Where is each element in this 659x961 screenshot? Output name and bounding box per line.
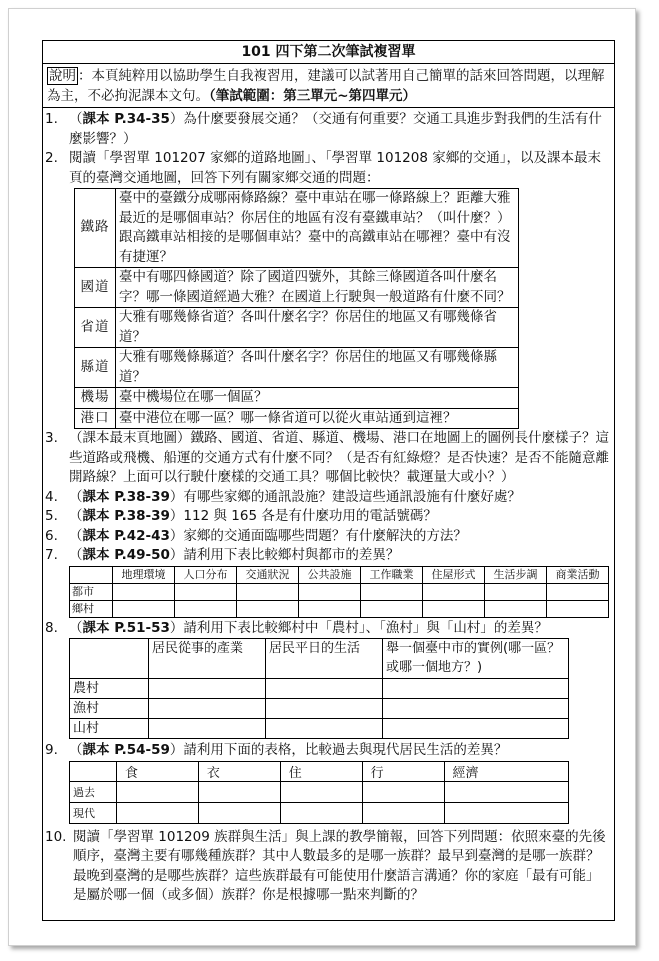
answer-cell[interactable] (198, 781, 280, 802)
answer-cell[interactable] (444, 781, 569, 802)
answer-cell[interactable] (266, 699, 383, 719)
row-label: 港口 (75, 408, 116, 429)
paren: （ (69, 547, 83, 563)
answer-cell[interactable] (423, 583, 485, 600)
answer-cell[interactable] (299, 600, 361, 617)
row-question: 臺中機場位在哪一個區？ (116, 388, 519, 409)
row-question: 大雅有哪幾條縣道？各叫什麼名字？你居住的地區又有哪幾條縣道？ (116, 348, 519, 388)
table-header-row (70, 761, 569, 781)
answer-cell[interactable] (362, 781, 444, 802)
answer-cell[interactable] (175, 583, 237, 600)
textbook-ref: 課本 P.51-53 (82, 619, 170, 636)
question-1 (43, 110, 614, 149)
row-label: 現代 (70, 802, 117, 823)
answer-cell[interactable] (117, 802, 199, 823)
answer-cell[interactable] (266, 679, 383, 699)
textbook-ref: 課本 P.42-43 (82, 527, 170, 544)
answer-cell[interactable] (547, 600, 609, 617)
question-text: 閱讀「學習單 101207 家鄉的道路地圖」、「學習單 101208 家鄉的交通」，以及課本最末頁的臺灣交通地圖，回答下列有關家鄉交通的問題： (69, 150, 601, 186)
table-row (75, 408, 519, 429)
question-number: 8. (45, 619, 58, 636)
question-7 (43, 546, 614, 566)
question-4 (43, 488, 614, 508)
question-number: 10. (45, 828, 67, 845)
answer-cell[interactable] (113, 600, 175, 617)
textbook-ref: 課本 P.34-35 (82, 111, 170, 127)
answer-cell[interactable] (444, 802, 569, 823)
row-label: 漁村 (70, 699, 149, 719)
answer-cell[interactable] (383, 719, 569, 739)
table-row (75, 348, 519, 388)
answer-cell[interactable] (423, 600, 485, 617)
paren: （ (69, 742, 83, 758)
answer-cell[interactable] (266, 719, 383, 739)
answer-cell[interactable] (149, 719, 266, 739)
table-row (70, 600, 609, 617)
header-cell: 公共設施 (299, 566, 361, 583)
header-cell: 衣 (198, 761, 280, 781)
page-title: 101 四下第二次筆試複習單 (43, 41, 614, 64)
village-table (69, 638, 569, 739)
question-text: 閱讀「學習單 101209 族群與生活」與上課的教學簡報，回答下列問題：依照來臺的先後順序，臺灣主要有哪幾種族群？其中人數最多的是哪一族群？最早到臺灣的是哪一族群？最晚到臺灣的是哪些族群？這些族群最有可能使用什麼語言溝通？你的家庭「最有可能」是屬於哪一個（或多個）族群？你是根據哪一點來判斷的？ (73, 828, 606, 903)
answer-cell[interactable] (299, 583, 361, 600)
question-9 (43, 741, 614, 761)
instructions (43, 64, 614, 108)
header-cell: 住屋形式 (423, 566, 485, 583)
header-cell: 工作職業 (361, 566, 423, 583)
table-row (70, 583, 609, 600)
header-cell: 交通狀況 (237, 566, 299, 583)
answer-cell[interactable] (362, 802, 444, 823)
question-3 (43, 429, 614, 488)
answer-cell[interactable] (237, 600, 299, 617)
table-row (75, 388, 519, 409)
answer-cell[interactable] (237, 583, 299, 600)
urban-rural-table (69, 566, 609, 618)
answer-cell[interactable] (361, 600, 423, 617)
table-header-row (70, 639, 569, 679)
header-cell: 食 (117, 761, 199, 781)
header-cell: 舉一個臺中市的實例(哪一區？或哪一個地方？) (383, 639, 569, 679)
textbook-ref: 課本 P.38-39 (82, 508, 170, 524)
question-2 (43, 149, 614, 188)
header-cell: 行 (362, 761, 444, 781)
question-number: 2. (45, 150, 58, 166)
answer-cell[interactable] (149, 679, 266, 699)
row-question: 大雅有哪幾條省道？各叫什麼名字？你居住的地區又有哪幾條省道？ (116, 308, 519, 348)
past-present-table (69, 761, 569, 824)
header-cell: 人口分布 (175, 566, 237, 583)
header-cell: 住 (280, 761, 362, 781)
answer-cell[interactable] (113, 583, 175, 600)
table-row (70, 699, 569, 719)
paren: （ (69, 488, 83, 505)
question-6 (43, 527, 614, 547)
table-row (70, 781, 569, 802)
textbook-ref: 課本 P.54-59 (82, 742, 170, 758)
answer-cell[interactable] (383, 679, 569, 699)
textbook-ref: 課本 P.49-50 (82, 547, 170, 563)
question-number: 9. (45, 742, 58, 758)
question-number: 3. (45, 430, 58, 446)
header-cell: 經濟 (444, 761, 569, 781)
table-row (75, 189, 519, 268)
answer-cell[interactable] (280, 781, 362, 802)
question-number: 4. (45, 488, 58, 505)
header-cell: 居民從事的產業 (149, 639, 266, 679)
textbook-ref: 課本 P.38-39 (82, 488, 170, 505)
paren: （ (69, 619, 83, 636)
question-number: 1. (45, 111, 58, 127)
worksheet (42, 40, 615, 921)
question-text: （課本最末頁地圖）鐵路、國道、省道、縣道、機場、港口在地圖上的圖例長什麼樣子？這些道路或飛機、船運的交通方式有什麼不同？（是否有紅綠燈？是否快速？是否不能隨意離開路線？上面可以行駛什麼樣的交通工具？哪個比較快？載運量大或小？） (69, 430, 609, 485)
row-label: 鄉村 (70, 600, 113, 617)
row-label: 國道 (75, 268, 116, 308)
header-cell: 地理環境 (113, 566, 175, 583)
row-label: 省道 (75, 308, 116, 348)
header-cell: 居民平日的生活 (266, 639, 383, 679)
question-text: ）為什麼要發展交通？（交通有何重要？交通工具進步對我們的生活有什麼影響？） (69, 111, 602, 147)
answer-cell[interactable] (198, 802, 280, 823)
question-text: ）請利用下表比較鄉村中「農村」、「漁村」與「山村」的差異？ (169, 619, 548, 636)
answer-cell[interactable] (361, 583, 423, 600)
row-label: 都市 (70, 583, 113, 600)
table-row (75, 268, 519, 308)
answer-cell[interactable] (175, 600, 237, 617)
instructions-label: 說明 (49, 68, 76, 84)
row-label: 農村 (70, 679, 149, 699)
answer-cell[interactable] (149, 699, 266, 719)
question-number: 6. (45, 527, 58, 544)
paren: （ (69, 111, 83, 127)
table-header-row (70, 566, 609, 583)
transport-table (74, 188, 519, 429)
row-label: 鐵路 (75, 189, 116, 268)
question-5 (43, 507, 614, 527)
row-question: 臺中有哪四條國道？除了國道四號外，其餘三條國道各叫什麼名字？哪一條國道經過大雅？在國道上行駛與一般道路有什麼不同？ (116, 268, 519, 308)
question-8 (43, 619, 614, 639)
question-text: ）請利用下面的表格，比較過去與現代居民生活的差異？ (169, 742, 508, 758)
question-text: ）家鄉的交通面臨哪些問題？有什麼解決的方法？ (169, 527, 467, 544)
question-10 (43, 828, 614, 906)
answer-cell[interactable] (117, 781, 199, 802)
answer-cell[interactable] (383, 699, 569, 719)
exam-range: （筆試範圍：第三單元~第四單元） (209, 88, 417, 104)
header-cell (70, 639, 149, 679)
row-question: 臺中的臺鐵分成哪兩條路線？臺中車站在哪一條路線上？距離大雅最近的是哪個車站？你居住的地區有沒有臺鐵車站？（叫什麼？）跟高鐵車站相接的是哪個車站？臺中的高鐵車站在哪裡？臺中有沒有捷運？ (116, 189, 519, 268)
question-text: ）有哪些家鄉的通訊設施？建設這些通訊設施有什麼好處？ (169, 488, 521, 505)
header-cell (70, 761, 117, 781)
answer-cell[interactable] (485, 583, 547, 600)
table-row (70, 802, 569, 823)
row-label: 機場 (75, 388, 116, 409)
table-row (70, 719, 569, 739)
instructions-text: ：本頁純粹用以協助學生自我複習用，建議可以試著用自己簡單的話來回答問題，以理解為主，不必拘泥課本文句。 (47, 68, 605, 104)
header-cell: 商業活動 (547, 566, 609, 583)
answer-cell[interactable] (547, 583, 609, 600)
row-label: 縣道 (75, 348, 116, 388)
row-label: 過去 (70, 781, 117, 802)
question-number: 5. (45, 508, 58, 524)
question-text: ）請利用下表比較鄉村與都市的差異？ (169, 547, 400, 563)
question-number: 7. (45, 547, 58, 563)
table-row (75, 308, 519, 348)
row-question: 臺中港位在哪一區？哪一條省道可以從火車站通到這裡？ (116, 408, 519, 429)
row-label: 山村 (70, 719, 149, 739)
answer-cell[interactable] (280, 802, 362, 823)
question-text: ）112 與 165 各是有什麼功用的電話號碼？ (169, 508, 437, 524)
answer-cell[interactable] (485, 600, 547, 617)
header-cell: 生活步調 (485, 566, 547, 583)
header-cell (70, 566, 113, 583)
paren: （ (69, 508, 83, 524)
paren: （ (69, 527, 83, 544)
table-row (70, 679, 569, 699)
